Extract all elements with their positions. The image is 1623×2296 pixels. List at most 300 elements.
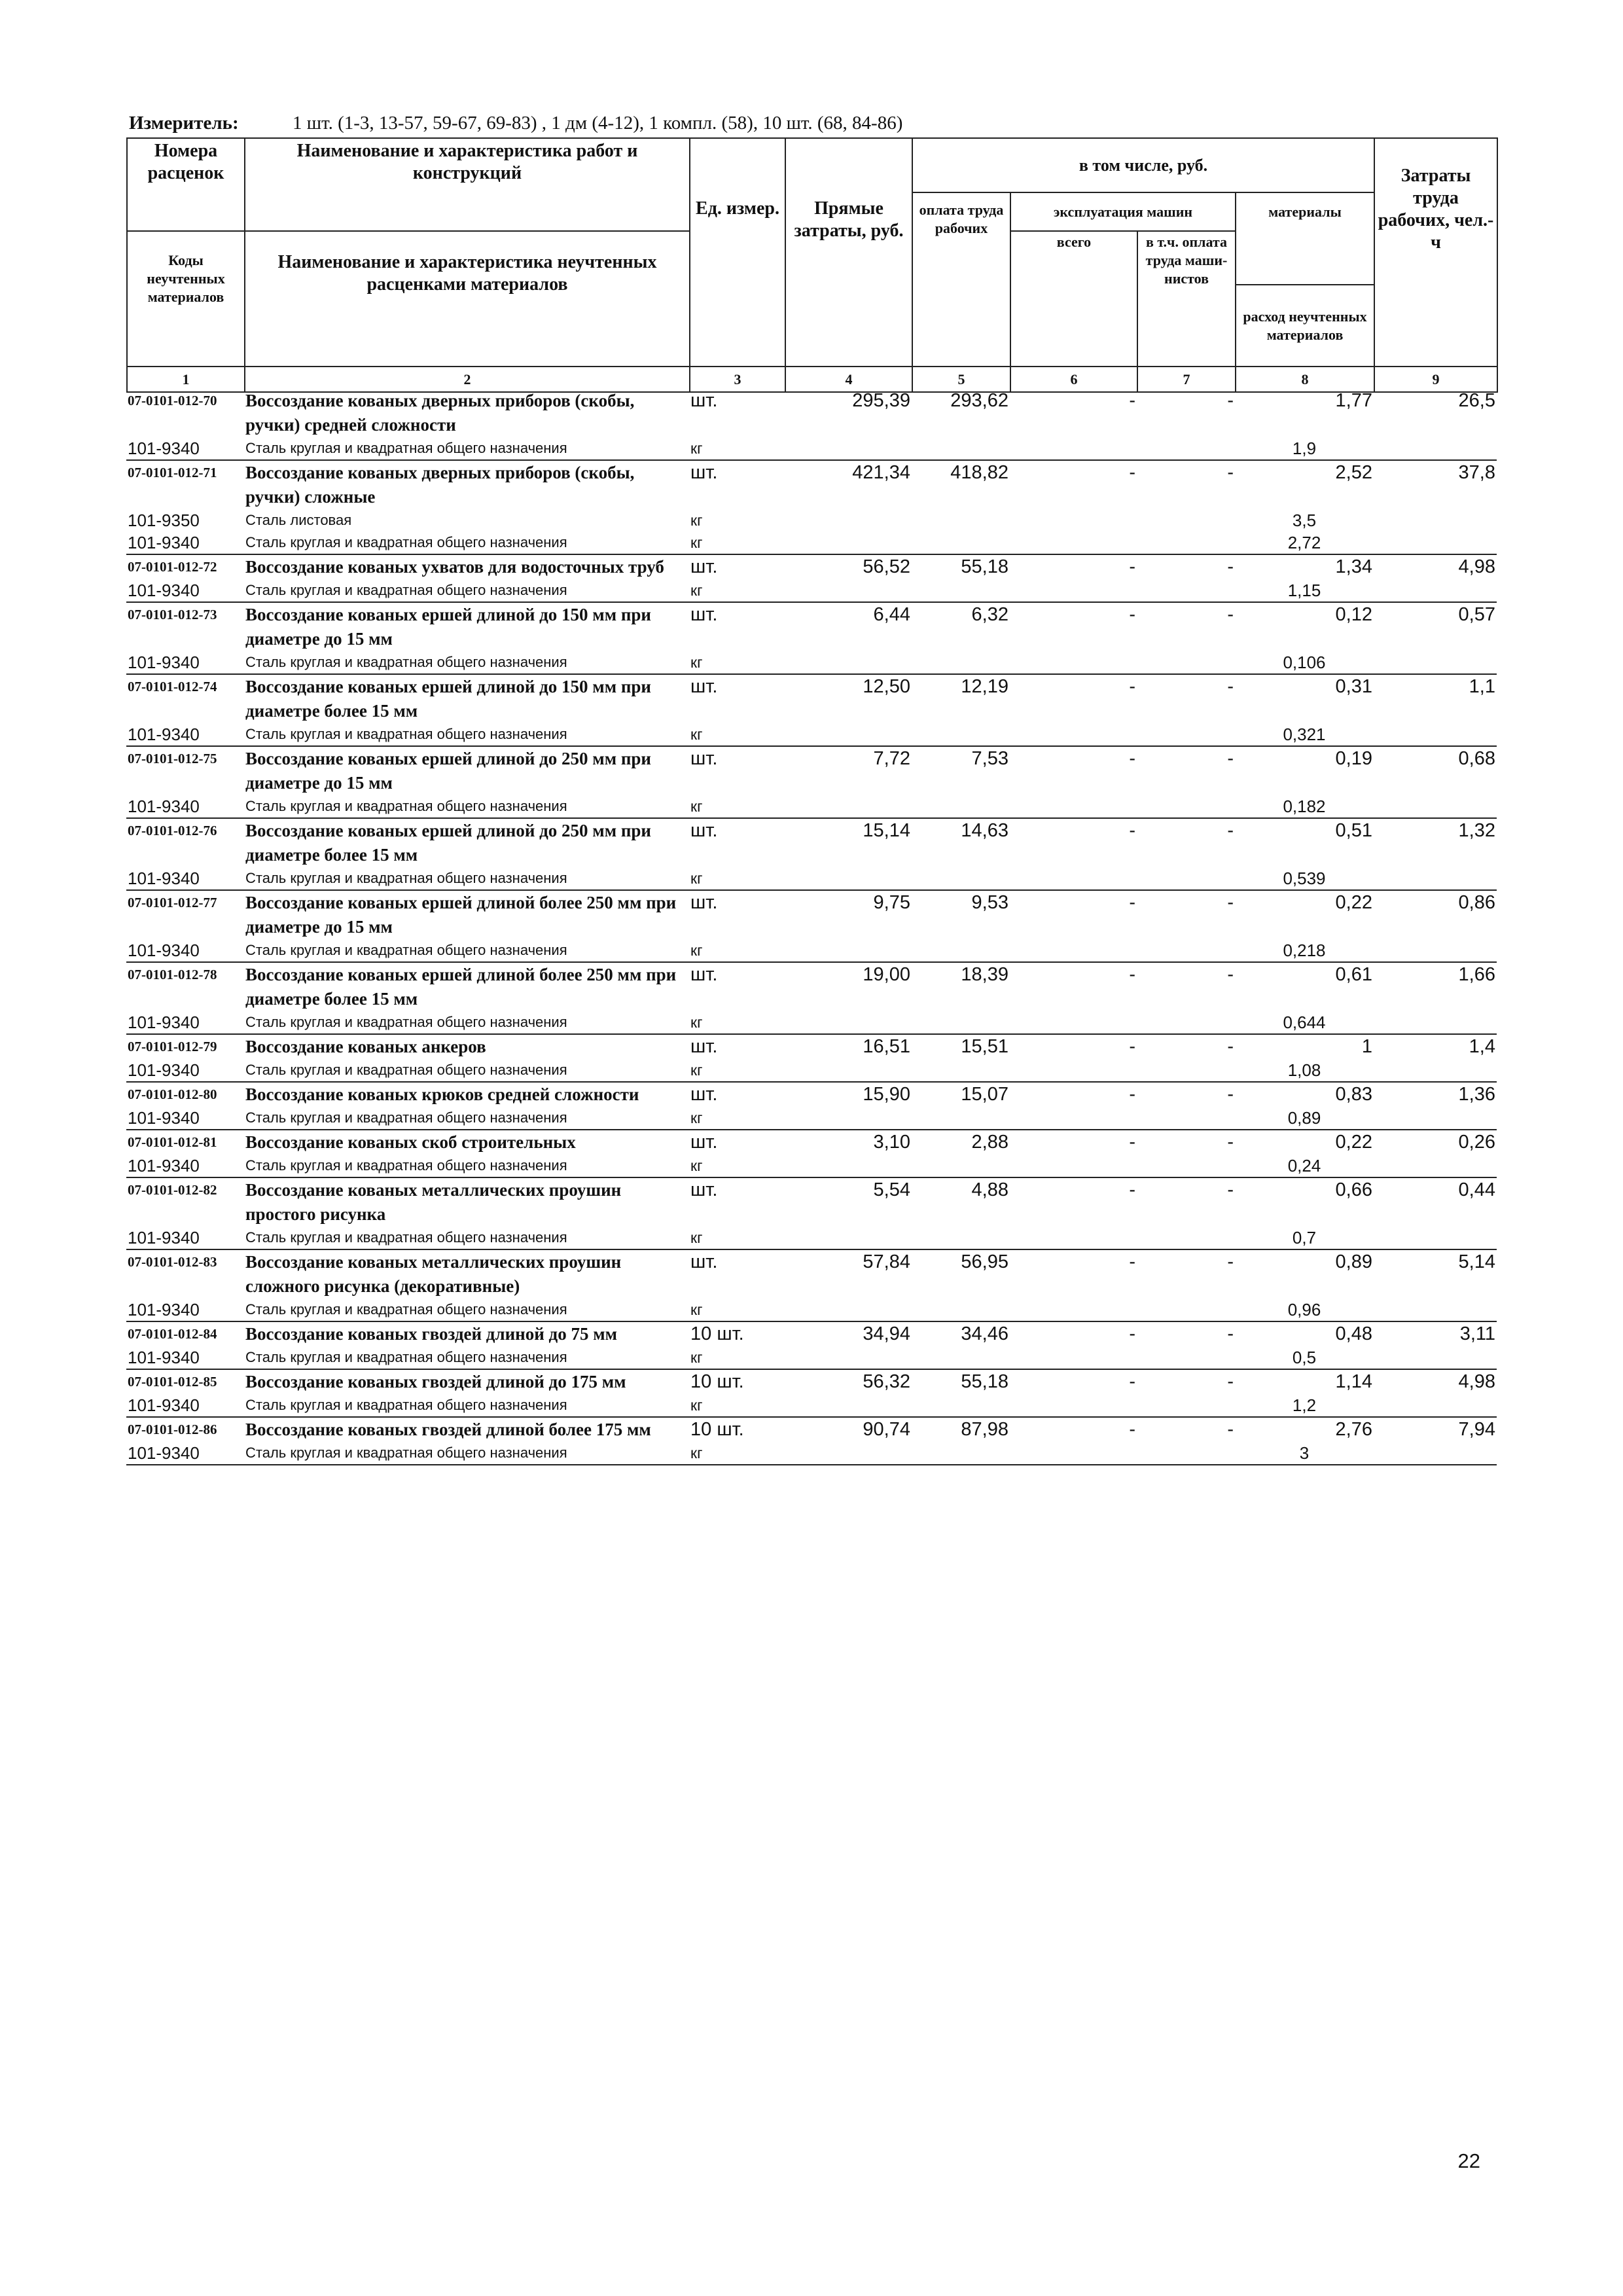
direct-costs: 19,00 xyxy=(863,964,910,985)
rate-unit: шт. xyxy=(690,820,718,841)
header-rate-numbers: Номера расценок xyxy=(127,138,245,192)
material-row xyxy=(126,939,1497,962)
rate-row xyxy=(126,1369,1497,1394)
direct-costs: 34,94 xyxy=(863,1323,910,1344)
rate-row xyxy=(126,554,1497,579)
machines-total: - xyxy=(1129,676,1135,697)
col-number: 2 xyxy=(245,367,690,392)
empty-cell xyxy=(785,579,912,602)
materials-cost: 0,61 xyxy=(1335,964,1372,985)
header-blank-2 xyxy=(245,192,690,231)
header-machines-total: всего xyxy=(1010,231,1137,367)
machinists-pay: - xyxy=(1227,1132,1234,1153)
labor-pay: 55,18 xyxy=(961,556,1008,577)
empty-cell xyxy=(1010,651,1137,674)
material-row xyxy=(126,795,1497,818)
direct-costs: 7,72 xyxy=(873,748,910,769)
material-name: Сталь круглая и квадратная общего назначения xyxy=(244,795,689,818)
rate-row xyxy=(126,1249,1497,1299)
rates-table xyxy=(126,389,1497,1465)
material-name: Сталь круглая и квадратная общего назначения xyxy=(244,1059,689,1082)
header-blank-3 xyxy=(1236,231,1374,285)
rate-unit: 10 шт. xyxy=(690,1371,744,1392)
rate-row xyxy=(126,674,1497,723)
labor-pay: 14,63 xyxy=(961,820,1008,841)
rate-code: 07-0101-012-73 xyxy=(128,607,217,622)
material-consumption: 0,321 xyxy=(1235,723,1374,746)
material-consumption: 0,106 xyxy=(1235,651,1374,674)
materials-cost: 0,48 xyxy=(1335,1323,1372,1344)
empty-cell xyxy=(1137,579,1235,602)
rate-row xyxy=(126,460,1497,509)
rate-unit: 10 шт. xyxy=(690,1419,744,1440)
rate-unit: шт. xyxy=(690,1084,718,1105)
material-unit: кг xyxy=(689,867,785,890)
empty-cell xyxy=(1010,579,1137,602)
machinists-pay: - xyxy=(1227,1251,1234,1272)
material-code: 101-9340 xyxy=(126,1011,244,1034)
empty-cell xyxy=(912,651,1010,674)
empty-cell xyxy=(1010,1227,1137,1249)
rate-row xyxy=(126,1417,1497,1442)
material-consumption: 0,218 xyxy=(1235,939,1374,962)
direct-costs: 12,50 xyxy=(863,676,910,697)
materials-cost: 2,76 xyxy=(1335,1419,1372,1440)
material-name: Сталь круглая и квадратная общего назначения xyxy=(244,1155,689,1177)
rate-code: 07-0101-012-72 xyxy=(128,559,217,575)
material-consumption: 1,08 xyxy=(1235,1059,1374,1082)
rate-code: 07-0101-012-77 xyxy=(128,895,217,910)
rate-unit: 10 шт. xyxy=(690,1323,744,1344)
empty-cell xyxy=(912,939,1010,962)
direct-costs: 57,84 xyxy=(863,1251,910,1272)
rate-code: 07-0101-012-85 xyxy=(128,1374,217,1390)
empty-cell xyxy=(1137,1299,1235,1321)
empty-cell xyxy=(1137,795,1235,818)
col-number: 6 xyxy=(1010,367,1137,392)
empty-cell xyxy=(912,795,1010,818)
measure-line xyxy=(129,110,1503,136)
labor-hours: 1,4 xyxy=(1469,1036,1495,1057)
materials-cost: 0,31 xyxy=(1335,676,1372,697)
machinists-pay: - xyxy=(1227,462,1234,483)
direct-costs: 421,34 xyxy=(852,462,910,483)
machinists-pay: - xyxy=(1227,820,1234,841)
empty-cell xyxy=(912,579,1010,602)
material-code: 101-9350 xyxy=(128,511,200,530)
labor-hours: 0,68 xyxy=(1458,748,1495,769)
rate-unit: шт. xyxy=(690,604,718,625)
col-number: 8 xyxy=(1236,367,1374,392)
materials-cost: 0,83 xyxy=(1335,1084,1372,1105)
direct-costs: 16,51 xyxy=(863,1036,910,1057)
empty-cell xyxy=(785,795,912,818)
material-unit: кг xyxy=(689,795,785,818)
rate-row xyxy=(126,1321,1497,1346)
material-code: 101-9340 xyxy=(126,1299,244,1321)
rate-row xyxy=(126,389,1497,437)
empty-cell xyxy=(1374,1299,1497,1321)
empty-cell xyxy=(1010,1299,1137,1321)
empty-cell xyxy=(1374,1227,1497,1249)
material-code: 101-9340 xyxy=(126,1227,244,1249)
material-code: 101-9340 xyxy=(126,579,244,602)
machines-total: - xyxy=(1129,556,1135,577)
materials-cost: 0,12 xyxy=(1335,604,1372,625)
material-consumption: 0,644 xyxy=(1235,1011,1374,1034)
rate-code: 07-0101-012-80 xyxy=(128,1086,217,1102)
empty-cell xyxy=(1137,1155,1235,1177)
rate-code: 07-0101-012-76 xyxy=(128,823,217,838)
machines-total: - xyxy=(1129,1251,1135,1272)
machines-total: - xyxy=(1129,1036,1135,1057)
rate-name: Воссоздание кованых крюков средней сложности xyxy=(245,1085,639,1104)
material-name: Сталь круглая и квадратная общего назначения xyxy=(244,939,689,962)
labor-hours: 1,36 xyxy=(1458,1084,1495,1105)
empty-cell xyxy=(1374,579,1497,602)
labor-pay: 6,32 xyxy=(971,604,1008,625)
labor-pay: 4,88 xyxy=(971,1179,1008,1200)
empty-cell xyxy=(1137,1011,1235,1034)
materials-cost: 1,14 xyxy=(1335,1371,1372,1392)
empty-cell xyxy=(785,1227,912,1249)
material-row xyxy=(126,723,1497,746)
measure-label: Измеритель: xyxy=(129,113,239,134)
rate-name: Воссоздание кованых анкеров xyxy=(245,1037,486,1056)
empty-cell xyxy=(1374,795,1497,818)
rate-unit: шт. xyxy=(690,892,718,913)
rate-unit: шт. xyxy=(690,1036,718,1057)
rate-code: 07-0101-012-74 xyxy=(128,679,217,694)
material-name: Сталь круглая и квадратная общего назначения xyxy=(244,867,689,890)
empty-cell xyxy=(1010,1155,1137,1177)
material-row xyxy=(126,1227,1497,1249)
material-row xyxy=(126,1442,1497,1465)
col-number: 3 xyxy=(690,367,785,392)
rate-name: Воссоздание кованых металлических проушин простого рисунка xyxy=(245,1180,622,1224)
labor-pay: 18,39 xyxy=(961,964,1008,985)
rate-name: Воссоздание кованых ухватов для водосточных труб xyxy=(245,557,664,577)
rate-row xyxy=(126,1130,1497,1155)
material-code: 101-9340 xyxy=(126,1442,244,1465)
empty-cell xyxy=(1137,939,1235,962)
empty-cell xyxy=(1010,1107,1137,1130)
rate-name: Воссоздание кованых ершей длиной более 250 мм при диаметре более 15 мм xyxy=(245,965,677,1009)
material-code: 101-9340 xyxy=(126,651,244,674)
empty-cell xyxy=(785,1155,912,1177)
labor-hours: 0,44 xyxy=(1458,1179,1495,1200)
empty-cell xyxy=(1010,1442,1137,1465)
material-unit: кг xyxy=(689,1394,785,1417)
col-number: 5 xyxy=(912,367,1010,392)
rate-unit: шт. xyxy=(690,964,718,985)
material-consumption: 1,9 xyxy=(1235,437,1374,460)
rate-unit: шт. xyxy=(690,462,718,483)
header-materials: материалы xyxy=(1236,192,1374,231)
materials-cost: 0,19 xyxy=(1335,748,1372,769)
empty-cell xyxy=(785,509,912,531)
labor-pay: 56,95 xyxy=(961,1251,1008,1272)
empty-cell xyxy=(1137,723,1235,746)
materials-cost: 0,22 xyxy=(1335,1132,1372,1153)
machines-total: - xyxy=(1129,1179,1135,1200)
material-consumption: 0,96 xyxy=(1235,1299,1374,1321)
rate-unit: шт. xyxy=(690,748,718,769)
materials-cost: 0,22 xyxy=(1335,892,1372,913)
material-row xyxy=(126,1346,1497,1369)
empty-cell xyxy=(912,867,1010,890)
empty-cell xyxy=(785,1442,912,1465)
machinists-pay: - xyxy=(1227,748,1234,769)
empty-cell xyxy=(1010,795,1137,818)
empty-cell xyxy=(1010,939,1137,962)
material-row xyxy=(126,1059,1497,1082)
empty-cell xyxy=(912,1227,1010,1249)
empty-cell xyxy=(1010,867,1137,890)
machinists-pay: - xyxy=(1227,676,1234,697)
rate-code: 07-0101-012-78 xyxy=(128,967,217,982)
material-consumption: 1,2 xyxy=(1235,1394,1374,1417)
material-row xyxy=(126,437,1497,460)
materials-cost: 1 xyxy=(1361,1036,1372,1057)
material-code: 101-9340 xyxy=(126,1155,244,1177)
labor-hours: 1,32 xyxy=(1458,820,1495,841)
labor-pay: 15,07 xyxy=(961,1084,1008,1105)
rate-name: Воссоздание кованых ершей длиной до 150 мм при диаметре до 15 мм xyxy=(245,605,651,649)
direct-costs: 9,75 xyxy=(873,892,910,913)
rate-name: Воссоздание кованых ершей длиной до 250 мм при диаметре более 15 мм xyxy=(245,821,651,865)
empty-cell xyxy=(1374,1394,1497,1417)
machines-total: - xyxy=(1129,748,1135,769)
material-unit: кг xyxy=(689,531,785,554)
empty-cell xyxy=(1374,1155,1497,1177)
direct-costs: 15,90 xyxy=(863,1084,910,1105)
empty-cell xyxy=(912,1299,1010,1321)
material-consumption: 0,89 xyxy=(1235,1107,1374,1130)
materials-cost: 0,51 xyxy=(1335,820,1372,841)
empty-cell xyxy=(1374,651,1497,674)
material-unit: кг xyxy=(689,1442,785,1465)
empty-cell xyxy=(912,1155,1010,1177)
material-row xyxy=(126,579,1497,602)
header-machinists-pay: в т.ч. оплата труда маши-нистов xyxy=(1137,231,1236,367)
rate-row xyxy=(126,602,1497,651)
empty-cell xyxy=(785,1059,912,1082)
empty-cell xyxy=(1137,1346,1235,1369)
rate-name: Воссоздание кованых ершей длиной до 150 мм при диаметре более 15 мм xyxy=(245,677,651,721)
header-labor-costs: Затраты труда рабочих, чел.-ч xyxy=(1374,138,1497,367)
machines-total: - xyxy=(1129,892,1135,913)
rate-code: 07-0101-012-84 xyxy=(128,1326,217,1342)
empty-cell xyxy=(785,1011,912,1034)
rate-row xyxy=(126,818,1497,867)
material-consumption: 3,5 xyxy=(1292,511,1317,530)
material-code: 101-9340 xyxy=(126,867,244,890)
machinists-pay: - xyxy=(1227,556,1234,577)
material-unit: кг xyxy=(689,1299,785,1321)
rate-name: Воссоздание кованых гвоздей длиной до 75 мм xyxy=(245,1324,617,1344)
material-unit: кг xyxy=(689,651,785,674)
rate-name: Воссоздание кованых гвоздей длиной более 175 мм xyxy=(245,1420,651,1439)
labor-pay: 87,98 xyxy=(961,1419,1008,1440)
rate-name: Воссоздание кованых гвоздей длиной до 175 мм xyxy=(245,1372,626,1391)
material-code: 101-9340 xyxy=(126,1107,244,1130)
material-name: Сталь круглая и квадратная общего назначения xyxy=(244,437,689,460)
machinists-pay: - xyxy=(1227,892,1234,913)
material-row xyxy=(126,509,1497,531)
labor-hours: 3,11 xyxy=(1459,1323,1495,1344)
rate-code: 07-0101-012-79 xyxy=(128,1039,217,1054)
header-material-codes: Коды неучтенных материалов xyxy=(127,231,245,367)
header-blank-1 xyxy=(127,192,245,231)
material-code: 101-9340 xyxy=(126,939,244,962)
direct-costs: 15,14 xyxy=(863,820,910,841)
rate-name: Воссоздание кованых ершей длиной до 250 мм при диаметре до 15 мм xyxy=(245,749,651,793)
machines-total: - xyxy=(1129,820,1135,841)
empty-cell xyxy=(1374,1059,1497,1082)
labor-hours: 4,98 xyxy=(1458,1371,1495,1392)
empty-cell xyxy=(1374,1442,1497,1465)
material-unit: кг xyxy=(689,1011,785,1034)
empty-cell xyxy=(1137,867,1235,890)
rate-code: 07-0101-012-83 xyxy=(128,1254,217,1270)
labor-hours: 0,26 xyxy=(1458,1132,1495,1153)
col-number: 7 xyxy=(1137,367,1236,392)
header-table xyxy=(126,137,1498,393)
empty-cell xyxy=(1374,1011,1497,1034)
header-unit: Ед. измер. xyxy=(690,138,785,367)
machinists-pay: - xyxy=(1227,390,1234,411)
machines-total: - xyxy=(1129,1419,1135,1440)
empty-cell xyxy=(912,1011,1010,1034)
material-consumption: 0,5 xyxy=(1235,1346,1374,1369)
header-work-name: Наименование и характеристика работ и конструкций xyxy=(245,138,690,192)
labor-hours: 1,1 xyxy=(1469,676,1495,697)
rate-code: 07-0101-012-86 xyxy=(128,1422,217,1437)
empty-cell xyxy=(912,1346,1010,1369)
empty-cell xyxy=(785,1394,912,1417)
labor-hours: 1,66 xyxy=(1458,964,1495,985)
material-consumption: 0,7 xyxy=(1235,1227,1374,1249)
empty-cell xyxy=(785,1299,912,1321)
rate-unit: шт. xyxy=(690,390,718,411)
material-code: 101-9340 xyxy=(126,1394,244,1417)
rate-code: 07-0101-012-82 xyxy=(128,1182,217,1198)
empty-cell xyxy=(1137,1227,1235,1249)
empty-cell xyxy=(1374,1346,1497,1369)
machines-total: - xyxy=(1129,1371,1135,1392)
direct-costs: 5,54 xyxy=(873,1179,910,1200)
labor-hours: 5,14 xyxy=(1458,1251,1495,1272)
labor-hours: 0,57 xyxy=(1458,604,1495,625)
material-row xyxy=(126,1299,1497,1321)
page-number: 22 xyxy=(1457,2149,1480,2172)
direct-costs: 295,39 xyxy=(852,390,910,411)
direct-costs: 3,10 xyxy=(873,1132,910,1153)
labor-pay: 12,19 xyxy=(961,676,1008,697)
empty-cell xyxy=(785,651,912,674)
col-number: 9 xyxy=(1374,367,1497,392)
empty-cell xyxy=(912,1107,1010,1130)
direct-costs: 56,32 xyxy=(863,1371,910,1392)
empty-cell xyxy=(1137,531,1235,554)
material-name: Сталь круглая и квадратная общего назначения xyxy=(244,1442,689,1465)
empty-cell xyxy=(785,939,912,962)
machines-total: - xyxy=(1129,462,1135,483)
machines-total: - xyxy=(1129,604,1135,625)
machines-total: - xyxy=(1129,1323,1135,1344)
empty-cell xyxy=(785,437,912,460)
empty-cell xyxy=(1137,1059,1235,1082)
machines-total: - xyxy=(1129,1132,1135,1153)
empty-cell xyxy=(1010,723,1137,746)
material-unit: кг xyxy=(689,1155,785,1177)
machinists-pay: - xyxy=(1227,1419,1234,1440)
labor-pay: 55,18 xyxy=(961,1371,1008,1392)
empty-cell xyxy=(912,1059,1010,1082)
material-name: Сталь круглая и квадратная общего назначения xyxy=(244,1227,689,1249)
material-name: Сталь круглая и квадратная общего назначения xyxy=(244,1394,689,1417)
header-including: в том числе, руб. xyxy=(912,138,1374,192)
empty-cell xyxy=(1010,1346,1137,1369)
direct-costs: 56,52 xyxy=(863,556,910,577)
material-unit: кг xyxy=(689,1059,785,1082)
rate-unit: шт. xyxy=(690,676,718,697)
rate-code: 07-0101-012-81 xyxy=(128,1134,217,1150)
material-code: 101-9340 xyxy=(126,1059,244,1082)
header-machine-operation: эксплуатация машин xyxy=(1010,192,1236,231)
empty-cell xyxy=(1010,1059,1137,1082)
labor-pay: 7,53 xyxy=(971,748,1008,769)
material-code: 101-9340 xyxy=(126,1346,244,1369)
empty-cell xyxy=(1137,1394,1235,1417)
material-row xyxy=(126,1107,1497,1130)
rate-name: Воссоздание кованых дверных приборов (скобы, ручки) сложные xyxy=(245,463,635,507)
material-name: Сталь круглая и квадратная общего назначения xyxy=(244,651,689,674)
material-name: Сталь круглая и квадратная общего назначения xyxy=(244,1011,689,1034)
empty-cell xyxy=(785,867,912,890)
labor-pay: 293,62 xyxy=(950,390,1008,411)
empty-cell xyxy=(1374,1107,1497,1130)
labor-pay: 9,53 xyxy=(971,892,1008,913)
material-name: Сталь круглая и квадратная общего назначения xyxy=(244,1346,689,1369)
material-code: 101-9340 xyxy=(126,437,244,460)
material-unit: кг xyxy=(689,1346,785,1369)
machinists-pay: - xyxy=(1227,1179,1234,1200)
empty-cell xyxy=(1374,723,1497,746)
material-unit: кг xyxy=(689,1227,785,1249)
empty-cell xyxy=(912,531,1010,554)
rate-unit: шт. xyxy=(690,1179,718,1200)
header-material-consumption: расход неучтенных материалов xyxy=(1236,285,1374,367)
materials-cost: 1,34 xyxy=(1335,556,1372,577)
empty-cell xyxy=(1374,867,1497,890)
machinists-pay: - xyxy=(1227,1323,1234,1344)
material-row xyxy=(126,531,1497,554)
rate-unit: шт. xyxy=(690,1132,718,1153)
labor-pay: 15,51 xyxy=(961,1036,1008,1057)
empty-cell xyxy=(912,437,1010,460)
labor-hours: 0,86 xyxy=(1458,892,1495,913)
empty-cell xyxy=(1010,1011,1137,1034)
material-name: Сталь круглая и квадратная общего назначения xyxy=(244,579,689,602)
material-row xyxy=(126,1011,1497,1034)
empty-cell xyxy=(785,1346,912,1369)
direct-costs: 90,74 xyxy=(863,1419,910,1440)
material-row xyxy=(126,1155,1497,1177)
material-row xyxy=(126,651,1497,674)
rate-unit: шт. xyxy=(690,556,718,577)
